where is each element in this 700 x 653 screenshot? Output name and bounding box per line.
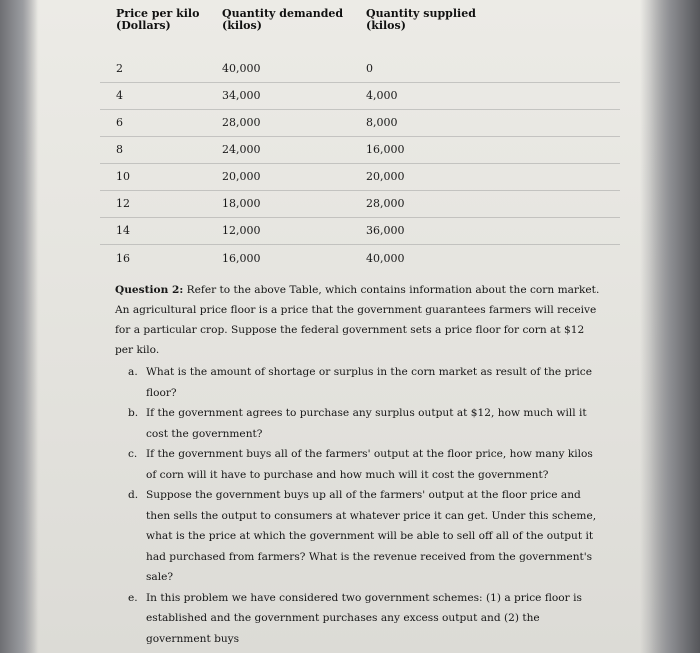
question-paragraph [115,280,605,360]
sub-question-e [128,588,598,650]
cell-supplied: 0 [366,62,373,75]
cell-demanded: 12,000 [222,224,261,237]
header-supplied-line1: Quantity supplied [366,7,476,20]
sub-question-letter: a. [128,366,138,378]
cell-price: 10 [116,170,130,183]
row-divider [100,82,620,83]
header-price-line1: Price per kilo [116,7,200,20]
row-divider [100,136,620,137]
question-label: Question 2: [115,284,184,296]
cell-supplied: 20,000 [366,170,405,183]
sub-question-text: If the government agrees to purchase any surplus output at $12, how much will it cost the government? [146,407,587,440]
page-shadow-left [0,0,38,653]
header-price [116,8,199,32]
cell-price: 12 [116,197,130,210]
cell-demanded: 18,000 [222,197,261,210]
cell-demanded: 24,000 [222,143,261,156]
row-divider [100,109,620,110]
cell-price: 2 [116,62,123,75]
sub-question-letter: e. [128,591,138,604]
row-divider [100,190,620,191]
cell-supplied: 36,000 [366,224,405,237]
header-supplied [366,8,476,32]
header-price-line2: (Dollars) [116,19,171,32]
sub-question-b [128,403,598,444]
cell-price: 8 [116,143,123,156]
sub-question-letter: b. [128,407,139,419]
row-divider [100,244,620,245]
header-demanded-line2: (kilos) [222,19,262,32]
sub-question-c [128,444,598,485]
sub-question-text: In this problem we have considered two government schemes: (1) a price floor is established and the government purchases any excess output and (2) the government buys [146,591,582,645]
cell-supplied: 8,000 [366,116,398,129]
row-divider [100,217,620,218]
cell-demanded: 28,000 [222,116,261,129]
row-divider [100,163,620,164]
sub-question-d [128,485,598,588]
cell-supplied: 16,000 [366,143,405,156]
cell-demanded: 20,000 [222,170,261,183]
sub-question-text: Suppose the government buys up all of the farmers' output at the floor price and then sells the output to consumers at whatever price it can get. Under this scheme, what is the price at which the government will be able to sell off all of the output it had purchased from farmers? What is the revenue received from the government's sale? [146,489,597,583]
cell-price: 6 [116,116,123,129]
cell-demanded: 40,000 [222,62,261,75]
cell-price: 16 [116,252,130,265]
header-demanded-line1: Quantity demanded [222,7,344,20]
header-demanded [222,8,343,32]
sub-question-list [128,362,598,649]
cell-supplied: 40,000 [366,252,405,265]
header-supplied-line2: (kilos) [366,19,406,32]
page-shadow-right [640,0,700,653]
cell-price: 14 [116,224,130,237]
cell-price: 4 [116,89,123,102]
sub-question-a [128,362,598,403]
cell-demanded: 16,000 [222,252,261,265]
question-text: Refer to the above Table, which contains information about the corn market. An agricultural price floor is a price that the government guarantees farmers will receive for a particular crop. Suppose the federal government sets a price floor for corn at $12 per kilo. [115,284,600,356]
sub-question-text: If the government buys all of the farmers' output at the floor price, how many kilos of corn will it have to purchase and how much will it cost the government? [146,448,593,481]
cell-supplied: 4,000 [366,89,398,102]
cell-supplied: 28,000 [366,197,405,210]
sub-question-text: What is the amount of shortage or surplus in the corn market as result of the price floor? [146,366,593,399]
sub-question-letter: d. [128,489,139,501]
sub-question-letter: c. [128,448,138,460]
cell-demanded: 34,000 [222,89,261,102]
